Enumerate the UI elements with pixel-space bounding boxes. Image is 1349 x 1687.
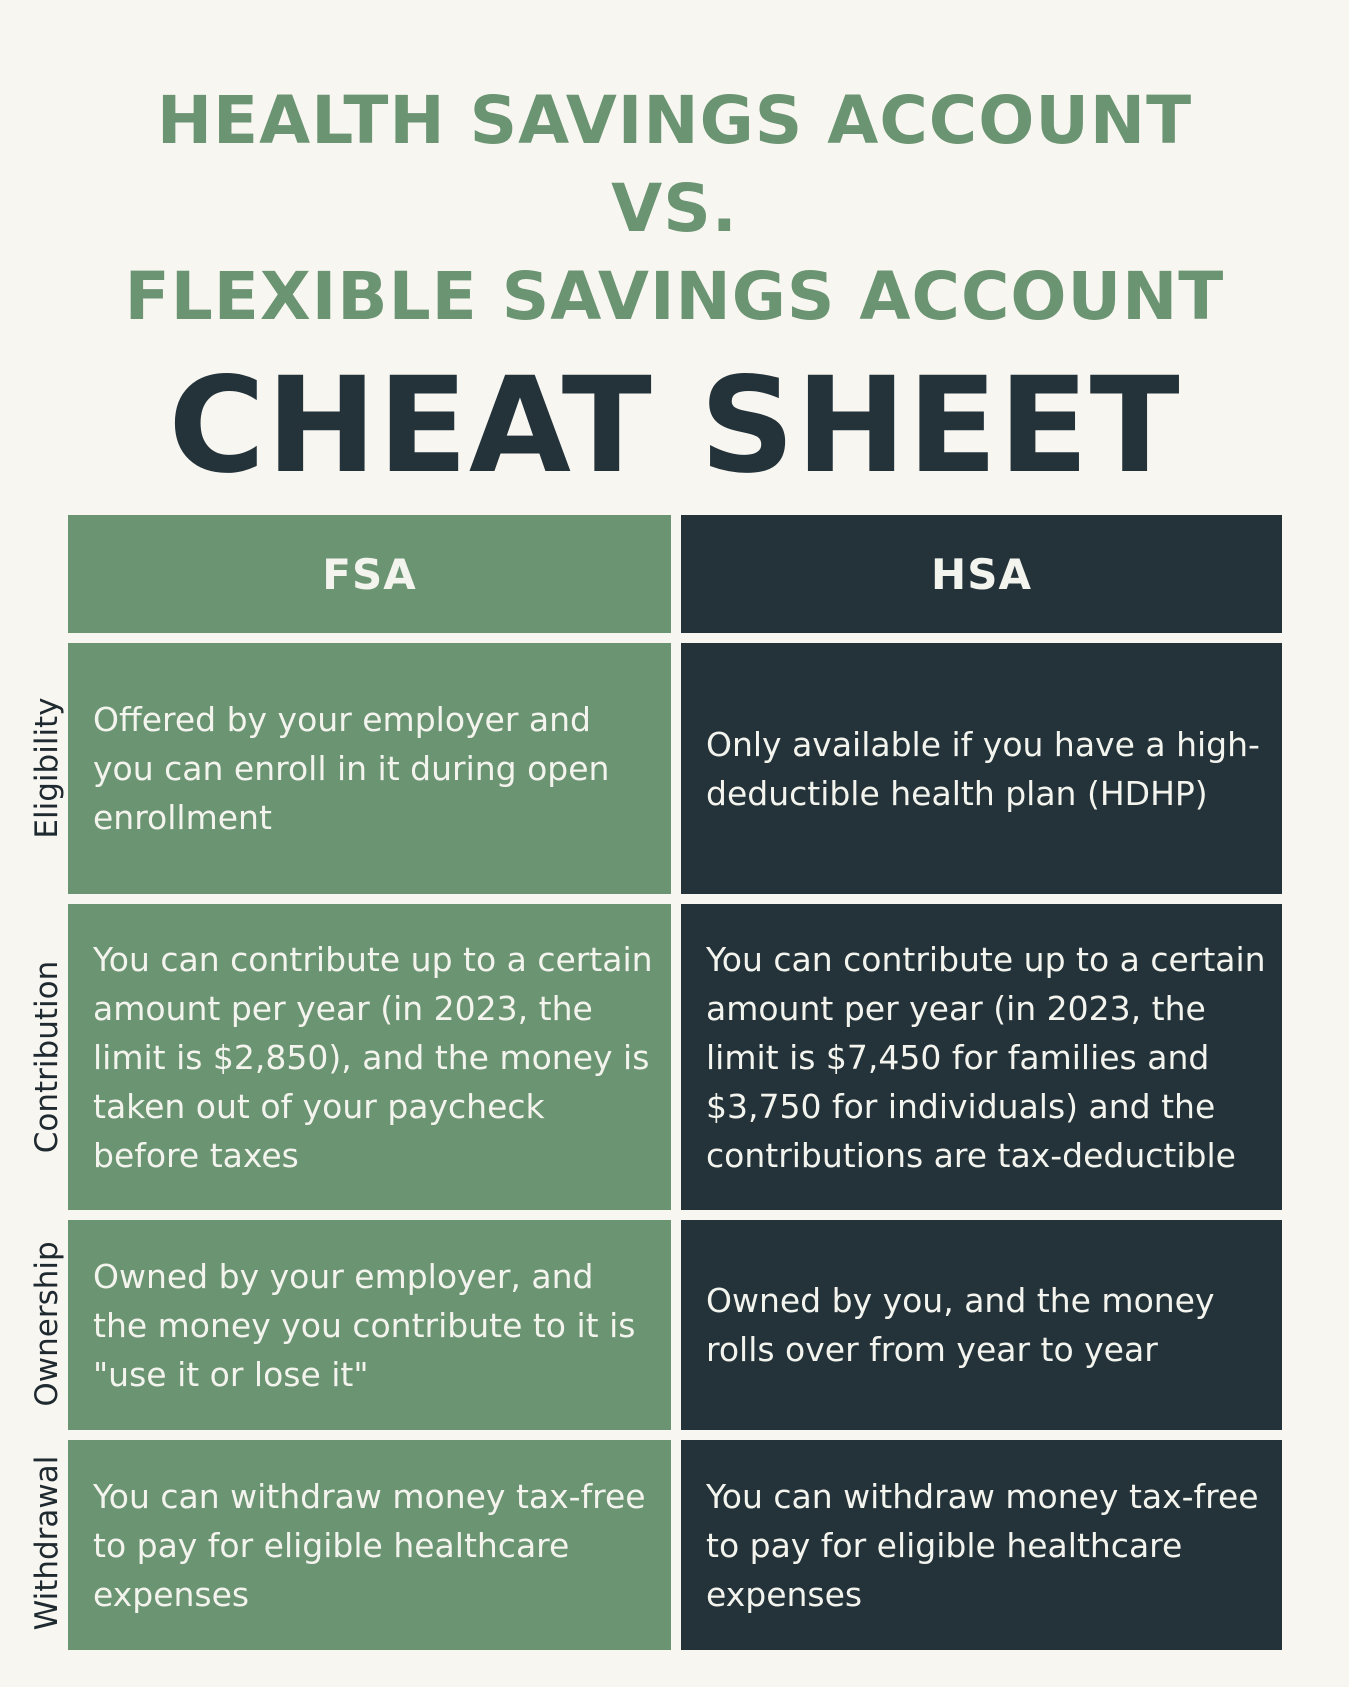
row-label-text: Eligibility <box>29 697 65 839</box>
cell-hsa-eligibility: Only available if you have a high-deductible health plan (HDHP) <box>681 643 1282 894</box>
cell-fsa-contribution: You can contribute up to a certain amount per year (in 2023, the limit is $2,850), and the money is taken out of your paycheck before taxes <box>68 904 671 1210</box>
row-label-text: Contribution <box>29 960 65 1154</box>
title-line-vs: VS. <box>611 170 738 247</box>
cell-fsa-ownership: Owned by your employer, and the money you contribute to it is "use it or lose it" <box>68 1220 671 1430</box>
column-header-fsa: FSA <box>68 515 671 633</box>
cell-hsa-ownership: Owned by you, and the money rolls over from year to year <box>681 1220 1282 1430</box>
cell-fsa-eligibility: Offered by your employer and you can enroll in it during open enrollment <box>68 643 671 894</box>
header <box>0 0 1349 505</box>
title-line-hsa: HEALTH SAVINGS ACCOUNT <box>156 82 1193 159</box>
title-line-fsa: FLEXIBLE SAVINGS ACCOUNT <box>124 258 1225 335</box>
row-label-text: Ownership <box>29 1241 65 1407</box>
cell-fsa-withdrawal: You can withdraw money tax-free to pay for eligible healthcare expenses <box>68 1440 671 1650</box>
page-title: CHEAT SHEET <box>168 349 1181 503</box>
column-header-hsa: HSA <box>681 515 1282 633</box>
row-label-text: Withdrawal <box>29 1455 65 1631</box>
cell-hsa-contribution: You can contribute up to a certain amount per year (in 2023, the limit is $7,450 for families and $3,750 for individuals) and the contributions are tax-deductible <box>681 904 1282 1210</box>
cell-hsa-withdrawal: You can withdraw money tax-free to pay for eligible healthcare expenses <box>681 1440 1282 1650</box>
